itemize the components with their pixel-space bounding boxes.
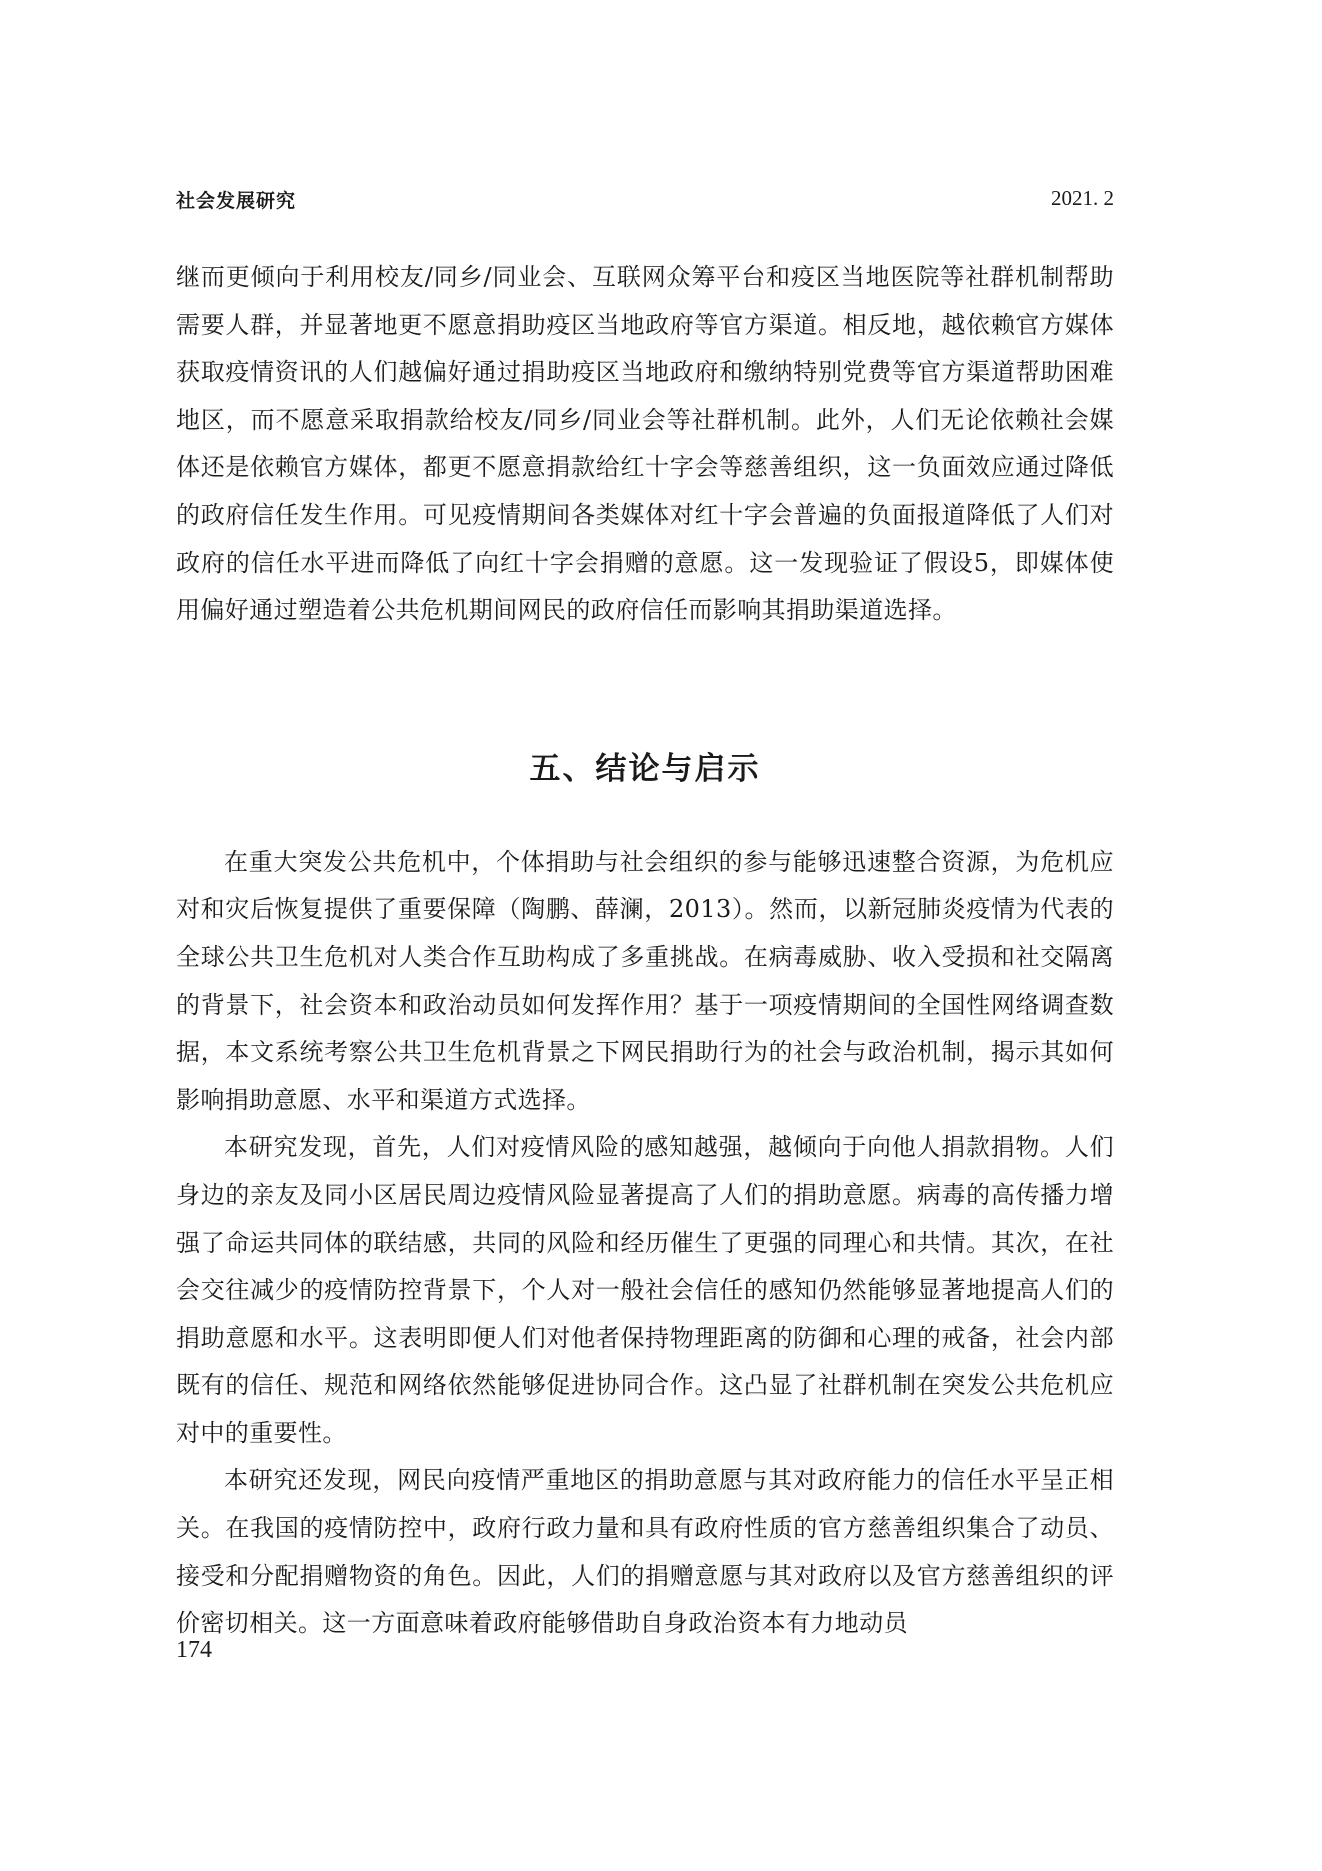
page-number: 174: [176, 1637, 212, 1663]
body-paragraph-continued: 继而更倾向于利用校友/同乡/同业会、互联网众筹平台和疫区当地医院等社群机制帮助需要人群，并显著地更不愿意捐助疫区当地政府等官方渠道。相反地，越依赖官方媒体获取疫情资讯的人们越偏好通过捐助疫区当地政府和缴纳特别党费等官方渠道帮助困难地区，而不愿意采取捐款给校友/同乡/同业会等社群机制。此外，人们无论依赖社会媒体还是依赖官方媒体，都更不愿意捐款给红十字会等慈善组织，这一负面效应通过降低的政府信任发生作用。可见疫情期间各类媒体对红十字会普遍的负面报道降低了人们对政府的信任水平进而降低了向红十字会捐赠的意愿。这一发现验证了假设5，即媒体使用偏好通过塑造着公共危机期间网民的政府信任而影响其捐助渠道选择。: [176, 263, 1114, 625]
article-body: [176, 254, 1114, 1648]
section-heading: 五、结论与启示: [529, 750, 761, 787]
running-header: [176, 186, 1114, 220]
body-paragraph: 本研究发现，首先，人们对疫情风险的感知越强，越倾向于向他人捐款捐物。人们身边的亲友及同小区居民周边疫情风险显著提高了人们的捐助意愿。病毒的高传播力增强了命运共同体的联结感，共同的风险和经历催生了更强的同理心和共情。其次，在社会交往减少的疫情防控背景下，个人对一般社会信任的感知仍然能够显著地提高人们的捐助意愿和水平。这表明即便人们对他者保持物理距离的防御和心理的戒备，社会内部既有的信任、规范和网络依然能够促进协同合作。这凸显了社群机制在突发公共危机应对中的重要性。: [176, 1133, 1114, 1447]
body-paragraph: 在重大突发公共危机中，个体捐助与社会组织的参与能够迅速整合资源，为危机应对和灾后恢复提供了重要保障（陶鹏、薛澜，2013）。然而，以新冠肺炎疫情为代表的全球公共卫生危机对人类合作互助构成了多重挑战。在病毒威胁、收入受损和社交隔离的背景下，社会资本和政治动员如何发挥作用？基于一项疫情期间的全国性网络调查数据，本文系统考察公共卫生危机背景之下网民捐助行为的社会与政治机制，揭示其如何影响捐助意愿、水平和渠道方式选择。: [176, 847, 1114, 1114]
journal-name: 社会发展研究: [176, 190, 297, 212]
issue-number: 2021. 2: [1051, 186, 1114, 210]
body-paragraph: 本研究还发现，网民向疫情严重地区的捐助意愿与其对政府能力的信任水平呈正相关。在我国的疫情防控中，政府行政力量和具有政府性质的官方慈善组织集合了动员、接受和分配捐赠物资的角色。因此，人们的捐赠意愿与其对政府以及官方慈善组织的评价密切相关。这一方面意味着政府能够借助自身政治资本有力地动员: [176, 1466, 1114, 1638]
